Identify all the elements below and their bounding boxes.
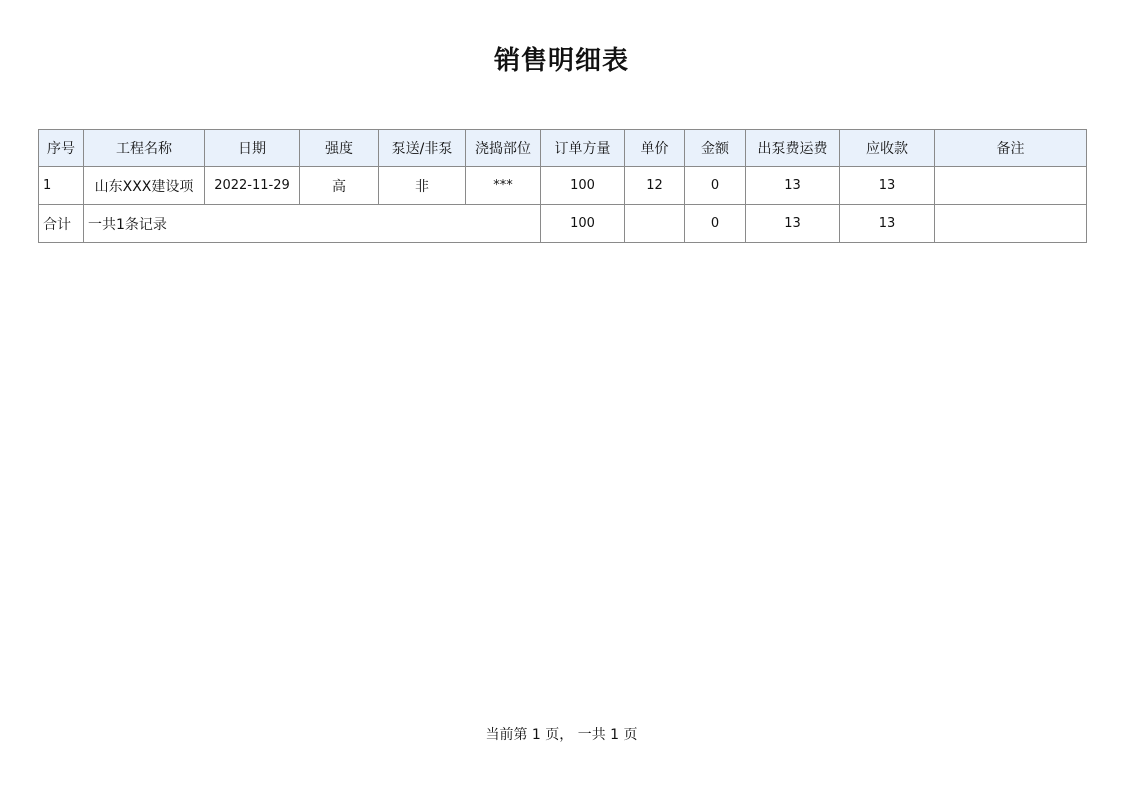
column-header-receivable: 应收款	[840, 130, 935, 167]
cell-volume: 100	[541, 167, 625, 205]
total-volume: 100	[541, 205, 625, 243]
column-header-date: 日期	[205, 130, 300, 167]
column-header-pump-fee: 出泵费运费	[746, 130, 840, 167]
column-header-amount: 金额	[685, 130, 746, 167]
cell-unit-price: 12	[625, 167, 685, 205]
total-amount: 0	[685, 205, 746, 243]
cell-amount: 0	[685, 167, 746, 205]
cell-pump: 非	[379, 167, 466, 205]
total-row	[39, 205, 1087, 243]
total-remark	[935, 205, 1087, 243]
total-label: 合计	[39, 205, 84, 243]
cell-date: 2022-11-29	[205, 167, 300, 205]
page-indicator: 当前第 1 页， 一共 1 页	[485, 727, 638, 743]
column-header-pump: 泵送/非泵	[379, 130, 466, 167]
cell-project: 山东XXX建设项	[84, 167, 205, 205]
column-header-index: 序号	[39, 130, 84, 167]
column-header-location: 浇捣部位	[466, 130, 541, 167]
sales-detail-table	[38, 129, 1087, 243]
column-header-strength: 强度	[300, 130, 379, 167]
total-summary: 一共1条记录	[84, 205, 541, 243]
total-pump-fee: 13	[746, 205, 840, 243]
cell-remark	[935, 167, 1087, 205]
page-title: 销售明细表	[493, 46, 629, 76]
table-header-row	[39, 130, 1087, 167]
total-unit-price	[625, 205, 685, 243]
cell-index: 1	[39, 167, 84, 205]
cell-location: ***	[466, 167, 541, 205]
cell-pump-fee: 13	[746, 167, 840, 205]
column-header-volume: 订单方量	[541, 130, 625, 167]
table-row	[39, 167, 1087, 205]
cell-strength: 高	[300, 167, 379, 205]
column-header-project: 工程名称	[84, 130, 205, 167]
cell-receivable: 13	[840, 167, 935, 205]
total-receivable: 13	[840, 205, 935, 243]
column-header-unit-price: 单价	[625, 130, 685, 167]
column-header-remark: 备注	[935, 130, 1087, 167]
